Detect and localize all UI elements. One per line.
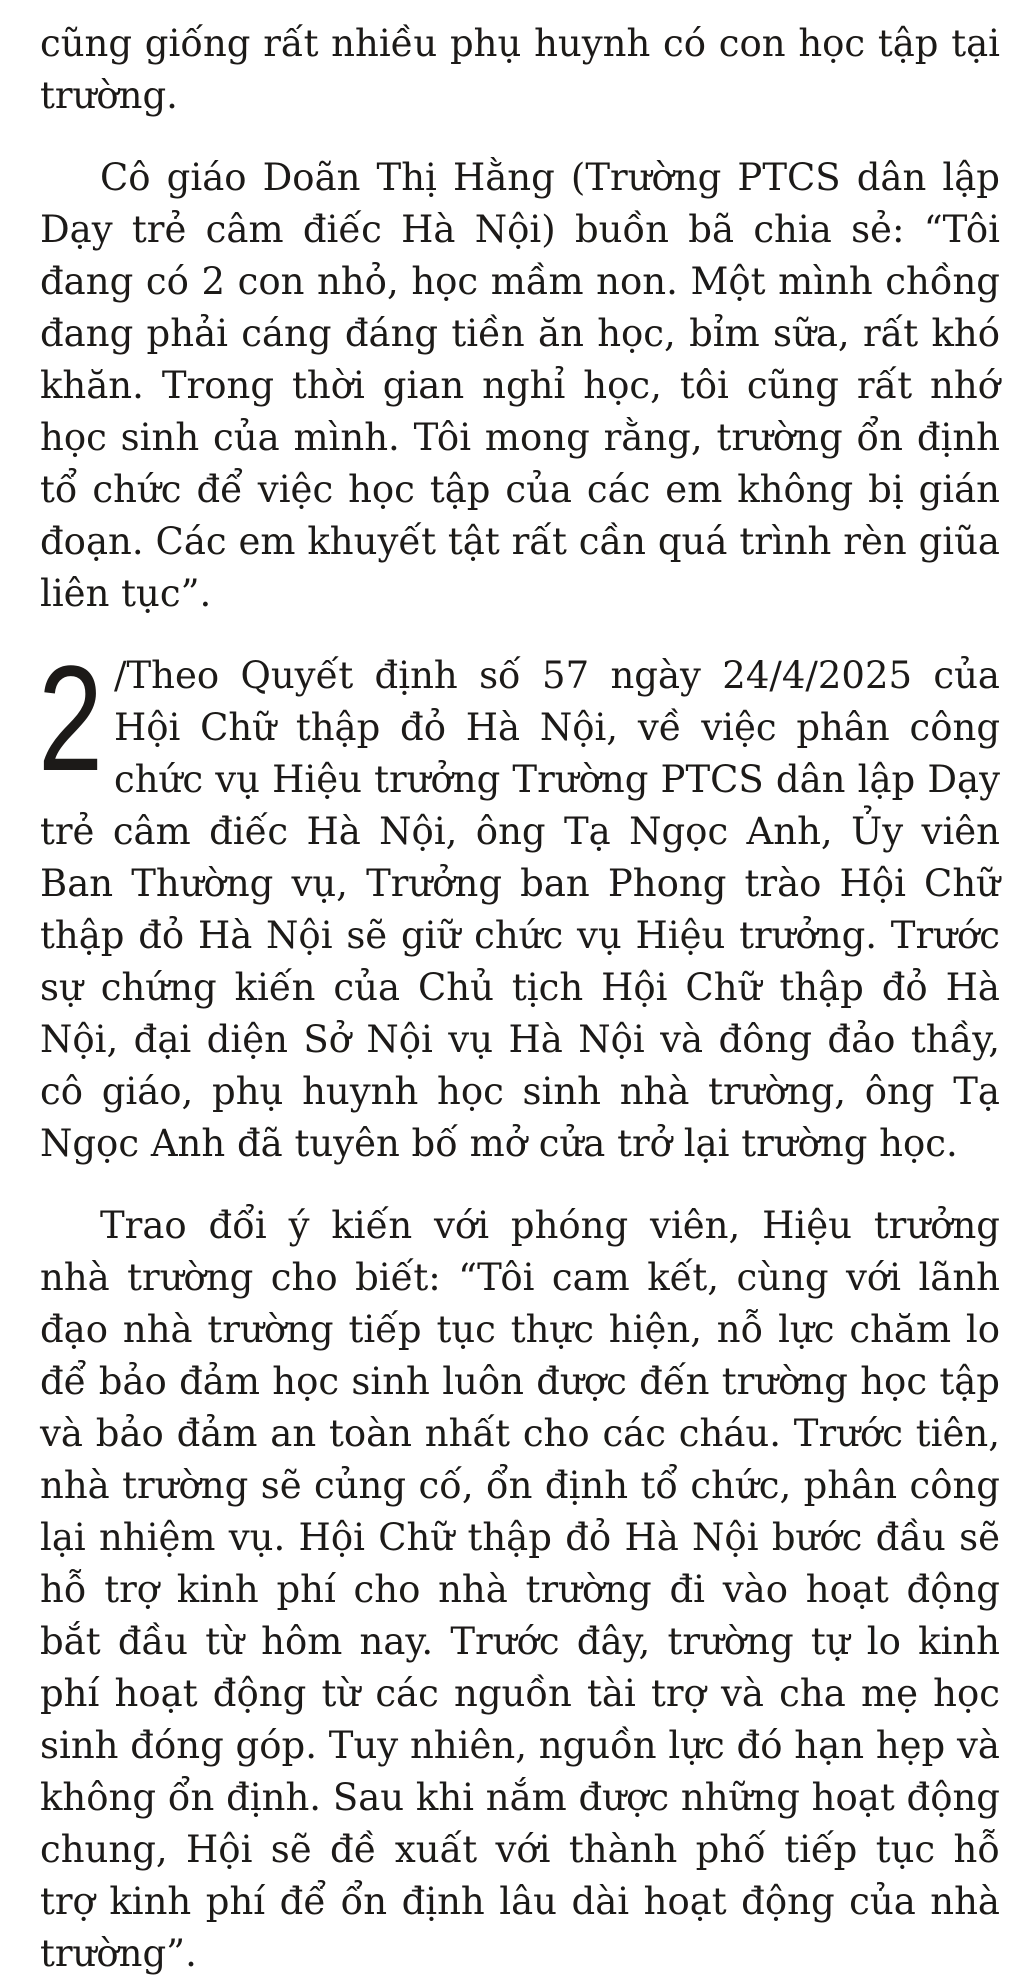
- paragraph-teacher-quote: Cô giáo Doãn Thị Hằng (Trường PTCS dân lập Dạy trẻ câm điếc Hà Nội) buồn bã chia sẻ: “Tôi đang có 2 con nhỏ, học mầm non. Một mình chồng đang phải cáng đáng tiền ăn học, bỉm sữa, rất khó khăn. Trong thời gian nghỉ học, tôi cũng rất nhớ học sinh của mình. Tôi mong rằng, trường ổn định tổ chức để việc học tập của các em không bị gián đoạn. Các em khuyết tật rất cần quá trình rèn giũa liên tục”.: [40, 156, 1000, 615]
- paragraph-section-2: [38, 634, 1000, 1170]
- drop-cap: 2: [38, 634, 104, 802]
- paragraph-section-2-text: /Theo Quyết định số 57 ngày 24/4/2025 của Hội Chữ thập đỏ Hà Nội, về việc phân công chức vụ Hiệu trưởng Trường PTCS dân lập Dạy trẻ câm điếc Hà Nội, ông Tạ Ngọc Anh, Ủy viên Ban Thường vụ, Trưởng ban Phong trào Hội Chữ thập đỏ Hà Nội sẽ giữ chức vụ Hiệu trưởng. Trước sự chứng kiến của Chủ tịch Hội Chữ thập đỏ Hà Nội, đại diện Sở Nội vụ Hà Nội và đông đảo thầy, cô giáo, phụ huynh học sinh nhà trường, ông Tạ Ngọc Anh đã tuyên bố mở cửa trở lại trường học.: [40, 654, 1000, 1165]
- paragraph-principal-quote: Trao đổi ý kiến với phóng viên, Hiệu trưởng nhà trường cho biết: “Tôi cam kết, cùng với lãnh đạo nhà trường tiếp tục thực hiện, nỗ lực chăm lo để bảo đảm học sinh luôn được đến trường học tập và bảo đảm an toàn nhất cho các cháu. Trước tiên, nhà trường sẽ củng cố, ổn định tổ chức, phân công lại nhiệm vụ. Hội Chữ thập đỏ Hà Nội bước đầu sẽ hỗ trợ kinh phí cho nhà trường đi vào hoạt động bắt đầu từ hôm nay. Trước đây, trường tự lo kinh phí hoạt động từ các nguồn tài trợ và cha mẹ học sinh đóng góp. Tuy nhiên, nguồn lực đó hạn hẹp và không ổn định. Sau khi nắm được những hoạt động chung, Hội sẽ đề xuất với thành phố tiếp tục hỗ trợ kinh phí để ổn định lâu dài hoạt động của nhà trường”.: [40, 1204, 1000, 1975]
- article-body: [40, 18, 1000, 1980]
- paragraph-continuation: cũng giống rất nhiều phụ huynh có con học tập tại trường.: [40, 22, 1000, 117]
